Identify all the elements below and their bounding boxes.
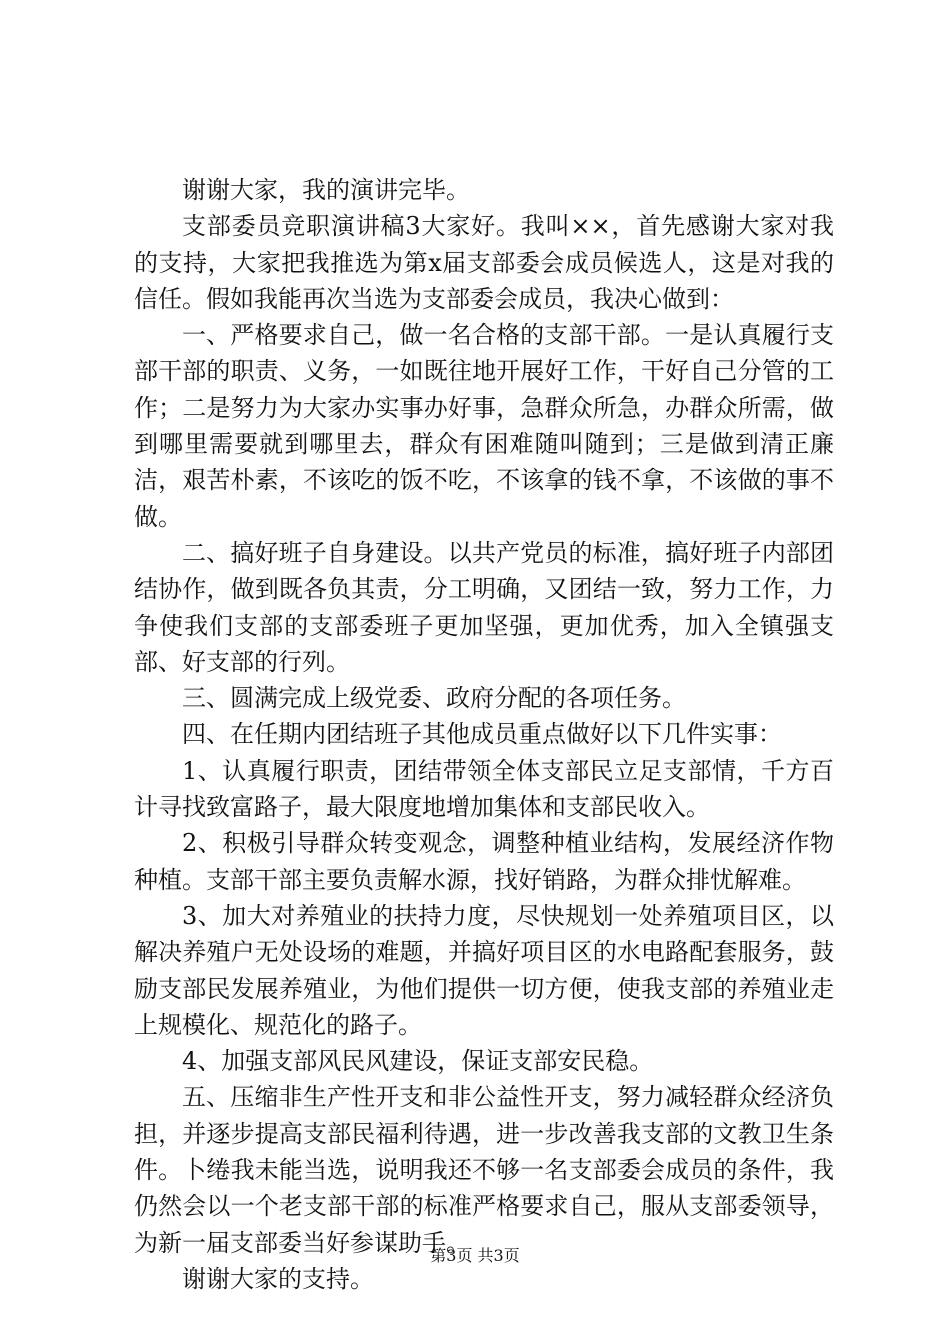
paragraph: 3、加大对养殖业的扶持力度，尽快规划一处养殖项目区，以解决养殖户无处设场的难题，并搞好项目区的水电路配套服务，鼓励支部民发展养殖业，为他们提供一切方便，使我支部的养殖业走上规模化、规范化的路子。: [134, 901, 834, 1039]
document-body: [134, 172, 834, 1297]
paragraph: 二、搞好班子自身建设。以共产党员的标准，搞好班子内部团结协作，做到既各负其责，分工明确，又团结一致，努力工作，力争使我们支部的支部委班子更加坚强，更加优秀，加入全镇强支部、好支部的行列。: [134, 538, 834, 676]
paragraph: 支部委员竞职演讲稿3大家好。我叫××，首先感谢大家对我的支持，大家把我推选为第x届支部委会成员候选人，这是对我的信任。假如我能再次当选为支部委会成员，我决心做到：: [134, 212, 834, 313]
paragraph: 1、认真履行职责，团结带领全体支部民立足支部情，千方百计寻找致富路子，最大限度地增加集体和支部民收入。: [134, 756, 834, 822]
paragraph: 2、积极引导群众转变观念，调整种植业结构，发展经济作物种植。支部干部主要负责解水源，找好销路，为群众排忧解难。: [134, 829, 834, 894]
paragraph: 五、压缩非生产性开支和非公益性开支，努力减轻群众经济负担，并逐步提高支部民福利待遇，进一步改善我支部的文教卫生条件。卜绻我未能当选，说明我还不够一名支部委会成员的条件，我仍然会以一个老支部干部的标准严格要求自己，服从支部委领导，为新一届支部委当好参谋助手。: [134, 1083, 834, 1257]
page-number: 第3页 共3页: [430, 1246, 520, 1265]
paragraph: 4、加强支部风民风建设，保证支部安民稳。: [182, 1047, 654, 1076]
paragraph: 一、严格要求自己，做一名合格的支部干部。一是认真履行支部干部的职责、义务，一如既往地开展好工作，干好自己分管的工作；二是努力为大家办实事办好事，急群众所急，办群众所需，做到哪里需要就到哪里去，群众有困难随叫随到；三是做到清正廉洁，艰苦朴素，不该吃的饭不吃，不该拿的钱不拿，不该做的事不做。: [134, 321, 834, 531]
paragraph: 四、在任期内团结班子其他成员重点做好以下几件实事：: [182, 720, 782, 749]
paragraph: 三、圆满完成上级党委、政府分配的各项任务。: [182, 684, 686, 713]
paragraph: 谢谢大家，我的演讲完毕。: [182, 176, 470, 204]
paragraph: 谢谢大家的支持。: [182, 1264, 374, 1293]
